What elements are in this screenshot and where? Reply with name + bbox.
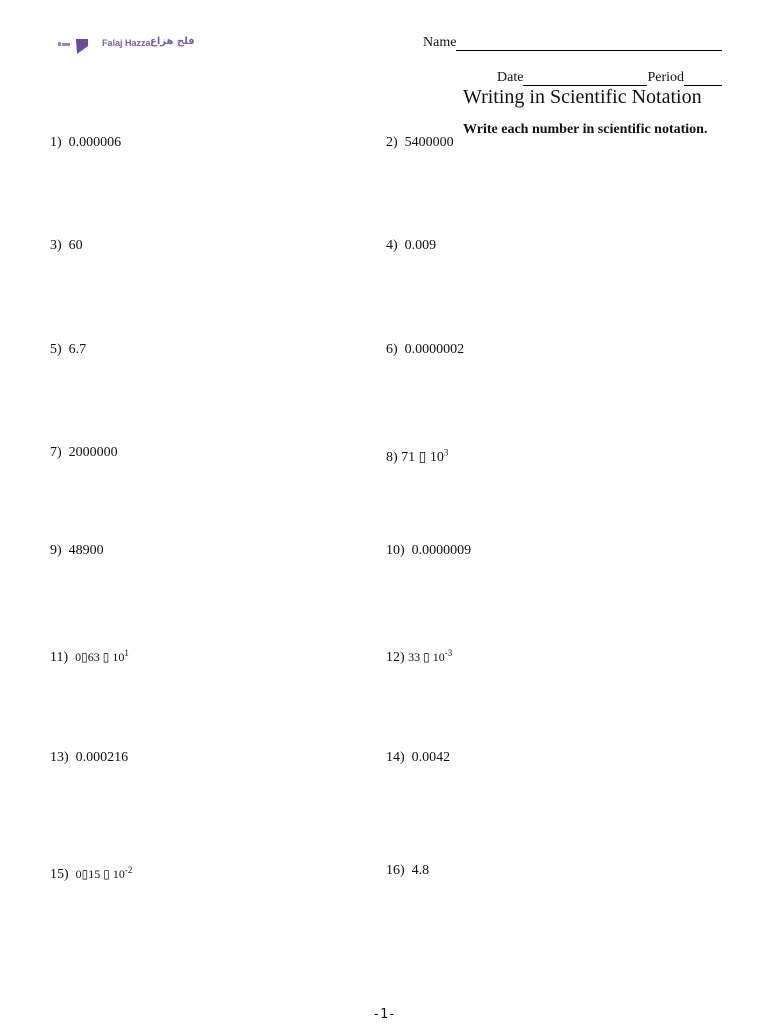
times-symbol-icon: ▯ (102, 650, 110, 664)
problem-13 (50, 750, 128, 766)
problem-value: 0.000006 (68, 135, 122, 150)
worksheet-title: Writing in Scientific Notation (463, 86, 702, 108)
times-symbol-icon: ▯ (103, 867, 110, 881)
problem-11 (50, 650, 129, 666)
times-symbol-icon: ▯ (423, 650, 430, 664)
date-line (523, 71, 647, 86)
problem-4 (386, 238, 436, 254)
problem-16 (386, 863, 429, 879)
problem-14 (386, 750, 450, 766)
problem-base: 10 (432, 650, 445, 664)
problem-value: 0.0042 (411, 750, 451, 765)
problem-number: 11) (50, 650, 69, 665)
decimal-symbol-icon: ▯ (81, 650, 88, 664)
problem-coefficient-frac: 63 (87, 650, 100, 664)
problem-coefficient: 33 (408, 650, 421, 664)
problem-value: 0.009 (404, 238, 437, 253)
problem-5 (50, 342, 86, 358)
problem-number: 8) (386, 450, 398, 465)
problem-coefficient-frac: 15 (88, 867, 101, 881)
problem-number: 3) (50, 238, 62, 253)
problem-exponent: 1 (124, 648, 129, 658)
problem-base: 10 (429, 450, 444, 465)
problem-exponent: -2 (124, 865, 133, 875)
problem-number: 1) (50, 135, 62, 150)
problem-value: 0.0000002 (404, 342, 465, 357)
problem-number: 9) (50, 543, 62, 558)
problem-12 (386, 650, 452, 666)
problem-15 (50, 867, 132, 883)
problem-3 (50, 238, 83, 254)
problem-number: 6) (386, 342, 398, 357)
problem-value: 0.000216 (75, 750, 129, 765)
problem-value: 48900 (68, 543, 104, 558)
problem-number: 4) (386, 238, 398, 253)
problem-10 (386, 543, 471, 559)
problem-coefficient: 71 (401, 450, 416, 465)
logo-text-arabic: فلج هزاع (150, 36, 195, 47)
problem-value: 2000000 (68, 445, 118, 460)
date-period-field (497, 70, 722, 86)
worksheet-instructions: Write each number in scientific notation. (463, 122, 708, 137)
problem-number: 12) (386, 650, 405, 665)
logo-mark-icon (50, 34, 100, 54)
problem-value: 4.8 (411, 863, 430, 878)
problem-value: 5400000 (404, 135, 454, 150)
problem-number: 10) (386, 543, 405, 558)
problem-number: 5) (50, 342, 62, 357)
problem-number: 14) (386, 750, 405, 765)
problem-value: 0.0000009 (411, 543, 472, 558)
problem-value: 6.7 (68, 342, 87, 357)
name-line (456, 36, 722, 51)
problem-number: 2) (386, 135, 398, 150)
problem-base: 10 (112, 650, 125, 664)
problem-9 (50, 543, 104, 559)
name-field (423, 35, 722, 51)
problem-exponent: -3 (444, 648, 453, 658)
period-label: Period (647, 70, 684, 85)
problem-value: 60 (68, 238, 83, 253)
name-label: Name (423, 35, 457, 50)
problem-2 (386, 135, 454, 151)
problem-number: 13) (50, 750, 69, 765)
problem-number: 16) (386, 863, 405, 878)
problem-coefficient-int: 0 (75, 867, 82, 881)
page-number: -1- (372, 1007, 396, 1022)
problem-8 (386, 449, 448, 466)
decimal-symbol-icon: ▯ (81, 867, 89, 881)
logo-text-english: Falaj Hazza (102, 38, 151, 48)
problem-6 (386, 342, 464, 358)
problem-number: 15) (50, 867, 69, 882)
times-symbol-icon: ▯ (418, 450, 427, 465)
problem-1 (50, 135, 121, 151)
problem-number: 7) (50, 445, 62, 460)
problem-coefficient-int: 0 (75, 650, 82, 664)
problem-7 (50, 445, 118, 461)
problem-exponent: 3 (443, 447, 449, 458)
period-line (684, 71, 722, 86)
problem-base: 10 (112, 867, 125, 881)
date-label: Date (497, 70, 524, 85)
school-logo (50, 34, 216, 68)
